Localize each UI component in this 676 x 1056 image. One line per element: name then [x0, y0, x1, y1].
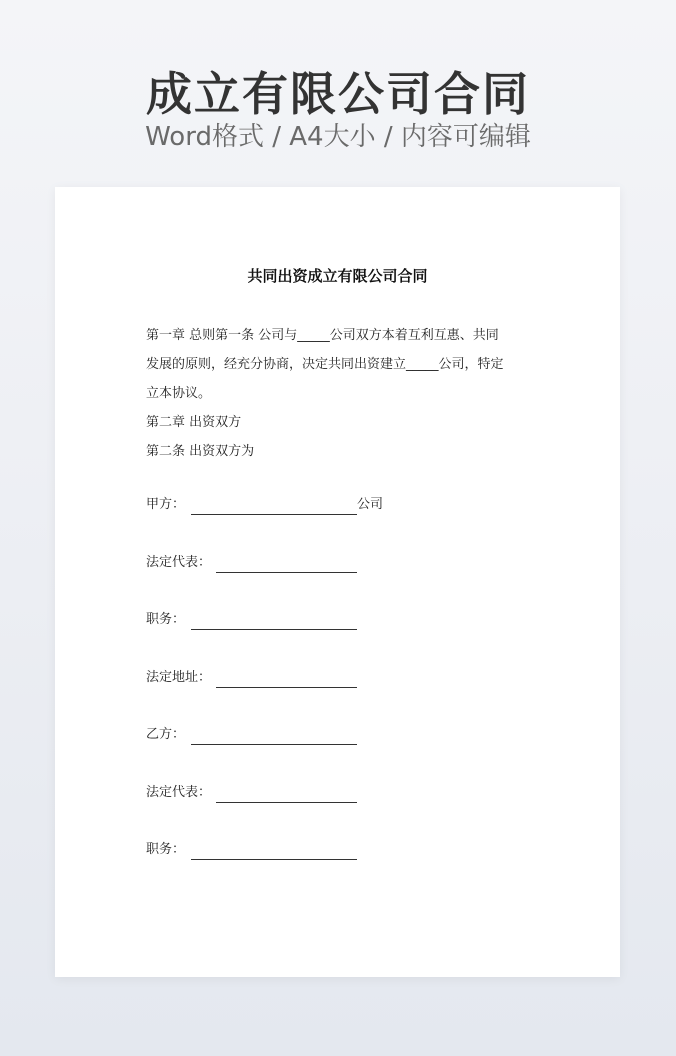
party-b-blank[interactable]: [191, 726, 357, 745]
field-label: 乙方：: [146, 727, 186, 742]
position-b-blank[interactable]: [191, 841, 357, 860]
party-a-field: [146, 495, 383, 515]
paragraph-line: 立本协议。: [146, 386, 212, 401]
position-a-field: [146, 610, 357, 630]
position-b-field: [146, 840, 357, 860]
legal-address-blank[interactable]: [216, 669, 357, 688]
document-title: 共同出资成立有限公司合同: [247, 267, 428, 285]
field-label: 法定代表：: [146, 785, 212, 800]
document-page: [55, 187, 620, 977]
document-body: [146, 321, 536, 466]
paragraph-line: 第一章 总则第一条 公司与_____公司双方本着互利互惠、共同: [146, 328, 499, 343]
legal-rep-a-field: [146, 553, 357, 573]
party-a-blank[interactable]: [191, 496, 357, 515]
field-label: 职务：: [146, 612, 186, 627]
party-b-field: [146, 725, 357, 745]
field-label: 甲方：: [146, 497, 186, 512]
position-a-blank[interactable]: [191, 611, 357, 630]
legal-rep-a-blank[interactable]: [216, 554, 357, 573]
article-heading: 第二条 出资双方为: [146, 444, 255, 459]
field-label: 法定地址：: [146, 670, 212, 685]
chapter-heading: 第二章 出资双方: [146, 415, 242, 430]
legal-address-field: [146, 668, 357, 688]
legal-rep-b-field: [146, 783, 357, 803]
field-suffix: 公司: [357, 497, 384, 512]
field-label: 职务：: [146, 842, 186, 857]
page-subtitle: Word格式 / A4大小 / 内容可编辑: [145, 122, 531, 152]
page-title: 成立有限公司合同: [146, 67, 530, 121]
field-label: 法定代表：: [146, 555, 212, 570]
paragraph-line: 发展的原则，经充分协商，决定共同出资建立_____公司，特定: [146, 357, 504, 372]
legal-rep-b-blank[interactable]: [216, 784, 357, 803]
